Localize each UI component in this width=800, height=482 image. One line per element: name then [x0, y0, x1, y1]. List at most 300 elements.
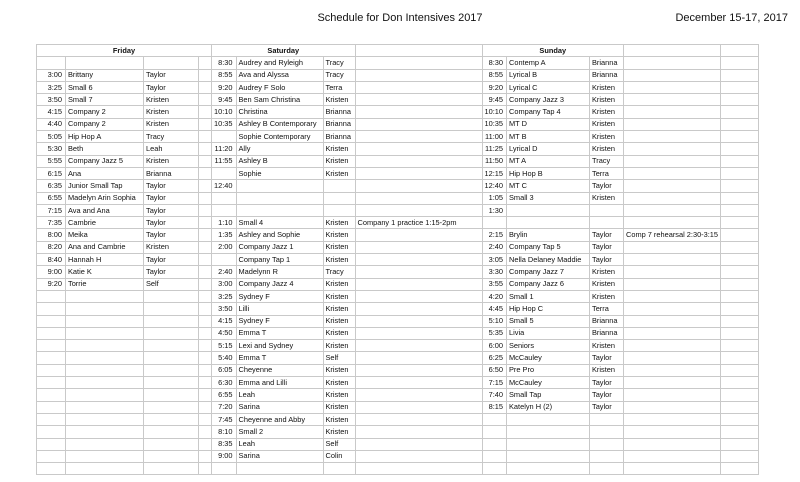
sunday-time: 7:40 [482, 389, 507, 401]
saturday-note [355, 155, 482, 167]
saturday-note [355, 352, 482, 364]
sunday-time: 6:50 [482, 364, 507, 376]
empty-cell [199, 364, 212, 376]
saturday-note [355, 143, 482, 155]
friday-teacher [144, 57, 199, 69]
empty-cell [199, 106, 212, 118]
sunday-class: Small 5 [507, 315, 590, 327]
sunday-class: Contemp A [507, 57, 590, 69]
saturday-time: 10:35 [212, 118, 237, 130]
sunday-teacher: Taylor [590, 229, 624, 241]
friday-time [37, 438, 66, 450]
saturday-note [355, 180, 482, 192]
sunday-class: Hip Hop B [507, 167, 590, 179]
friday-time: 3:00 [37, 69, 66, 81]
sunday-time [482, 450, 507, 462]
day-header-sunday: Sunday [482, 45, 624, 57]
saturday-note: Company 1 practice 1:15-2pm [355, 217, 482, 229]
saturday-note [355, 131, 482, 143]
friday-teacher [144, 401, 199, 413]
sunday-class: Brylin [507, 229, 590, 241]
table-row [37, 290, 759, 302]
empty-cell [721, 413, 759, 425]
empty-cell [721, 57, 759, 69]
saturday-time: 9:00 [212, 450, 237, 462]
saturday-time: 6:05 [212, 364, 237, 376]
friday-teacher: Taylor [144, 204, 199, 216]
table-row [37, 192, 759, 204]
saturday-class: Sydney F [236, 290, 323, 302]
saturday-class: Audrey and Ryleigh [236, 57, 323, 69]
friday-time [37, 401, 66, 413]
sunday-note [624, 254, 721, 266]
sunday-class: Seniors [507, 340, 590, 352]
friday-class: Company 2 [66, 118, 144, 130]
friday-time [37, 303, 66, 315]
empty-cell [199, 241, 212, 253]
saturday-note [355, 192, 482, 204]
empty-cell [721, 155, 759, 167]
saturday-teacher: Kristen [323, 426, 355, 438]
friday-teacher: Brianna [144, 167, 199, 179]
friday-class [66, 426, 144, 438]
sunday-class: Lyrical D [507, 143, 590, 155]
friday-time: 5:55 [37, 155, 66, 167]
friday-teacher [144, 290, 199, 302]
saturday-note [355, 377, 482, 389]
friday-time [37, 352, 66, 364]
friday-teacher: Taylor [144, 217, 199, 229]
sunday-time: 6:25 [482, 352, 507, 364]
sunday-note [624, 217, 721, 229]
saturday-teacher: Tracy [323, 57, 355, 69]
saturday-note [355, 118, 482, 130]
sunday-teacher: Taylor [590, 352, 624, 364]
saturday-class [236, 204, 323, 216]
friday-class [66, 463, 144, 475]
saturday-class [236, 180, 323, 192]
sunday-teacher: Taylor [590, 180, 624, 192]
friday-teacher [144, 352, 199, 364]
empty-cell [721, 278, 759, 290]
table-row [37, 155, 759, 167]
friday-class: Beth [66, 143, 144, 155]
friday-time [37, 340, 66, 352]
friday-class [66, 57, 144, 69]
sunday-class [507, 426, 590, 438]
sunday-note [624, 167, 721, 179]
friday-class [66, 401, 144, 413]
saturday-teacher: Kristen [323, 143, 355, 155]
saturday-teacher: Kristen [323, 413, 355, 425]
friday-teacher [144, 364, 199, 376]
sunday-class [507, 204, 590, 216]
sunday-time: 3:30 [482, 266, 507, 278]
friday-teacher [144, 303, 199, 315]
empty-cell [721, 192, 759, 204]
saturday-time: 4:15 [212, 315, 237, 327]
saturday-teacher: Kristen [323, 315, 355, 327]
empty-cell [199, 340, 212, 352]
empty-cell [199, 254, 212, 266]
sunday-teacher: Brianna [590, 57, 624, 69]
empty-cell [199, 57, 212, 69]
friday-class: Ava and Ana [66, 204, 144, 216]
empty-cell [721, 352, 759, 364]
sunday-note [624, 290, 721, 302]
saturday-teacher: Brianna [323, 131, 355, 143]
friday-teacher [144, 377, 199, 389]
friday-teacher [144, 389, 199, 401]
saturday-teacher: Kristen [323, 377, 355, 389]
saturday-time [212, 204, 237, 216]
saturday-time: 1:10 [212, 217, 237, 229]
saturday-class: Audrey F Solo [236, 81, 323, 93]
empty-cell [199, 450, 212, 462]
friday-time [37, 327, 66, 339]
empty-cell [199, 463, 212, 475]
saturday-class: Cheyenne and Abby [236, 413, 323, 425]
sunday-time: 5:35 [482, 327, 507, 339]
saturday-teacher: Kristen [323, 155, 355, 167]
friday-teacher: Kristen [144, 94, 199, 106]
saturday-teacher [323, 180, 355, 192]
friday-class: Small 7 [66, 94, 144, 106]
empty-cell [721, 241, 759, 253]
sunday-teacher: Kristen [590, 143, 624, 155]
saturday-teacher: Terra [323, 81, 355, 93]
sunday-teacher [590, 413, 624, 425]
sunday-teacher [590, 217, 624, 229]
empty-cell [721, 401, 759, 413]
empty-cell [199, 118, 212, 130]
saturday-teacher: Kristen [323, 364, 355, 376]
sunday-time [482, 217, 507, 229]
sunday-teacher: Brianna [590, 315, 624, 327]
sunday-time: 9:45 [482, 94, 507, 106]
sunday-teacher: Kristen [590, 340, 624, 352]
friday-time [37, 377, 66, 389]
friday-class: Katie K [66, 266, 144, 278]
table-row [37, 303, 759, 315]
table-row [37, 327, 759, 339]
friday-time: 7:15 [37, 204, 66, 216]
saturday-class: Sophie [236, 167, 323, 179]
friday-teacher: Taylor [144, 180, 199, 192]
sunday-time [482, 463, 507, 475]
sunday-teacher: Kristen [590, 118, 624, 130]
friday-teacher [144, 438, 199, 450]
sunday-time: 3:05 [482, 254, 507, 266]
sunday-note: Comp 7 rehearsal 2:30-3:15 [624, 229, 721, 241]
empty-cell [721, 45, 759, 57]
saturday-note [355, 463, 482, 475]
empty-cell [199, 192, 212, 204]
empty-cell [199, 426, 212, 438]
sunday-time: 4:20 [482, 290, 507, 302]
saturday-class: Company Jazz 4 [236, 278, 323, 290]
table-row [37, 180, 759, 192]
table-row [37, 463, 759, 475]
table-row [37, 438, 759, 450]
saturday-teacher: Brianna [323, 118, 355, 130]
table-row [37, 94, 759, 106]
sunday-time: 1:05 [482, 192, 507, 204]
saturday-time [212, 463, 237, 475]
sunday-time: 11:25 [482, 143, 507, 155]
empty-cell [199, 438, 212, 450]
friday-time: 5:05 [37, 131, 66, 143]
saturday-note [355, 69, 482, 81]
sunday-note [624, 155, 721, 167]
day-header-friday: Friday [37, 45, 212, 57]
empty-cell [721, 143, 759, 155]
saturday-time [212, 192, 237, 204]
empty-cell [199, 352, 212, 364]
friday-class: Hip Hop A [66, 131, 144, 143]
saturday-teacher: Kristen [323, 290, 355, 302]
empty-cell [721, 254, 759, 266]
empty-cell [199, 69, 212, 81]
saturday-teacher: Kristen [323, 401, 355, 413]
sunday-note [624, 450, 721, 462]
empty-cell [721, 389, 759, 401]
sunday-note [624, 81, 721, 93]
saturday-note [355, 389, 482, 401]
sunday-time [482, 413, 507, 425]
empty-cell [199, 389, 212, 401]
sunday-time: 8:55 [482, 69, 507, 81]
friday-time: 9:20 [37, 278, 66, 290]
friday-class [66, 327, 144, 339]
friday-time: 8:20 [37, 241, 66, 253]
saturday-note [355, 413, 482, 425]
sunday-teacher: Brianna [590, 327, 624, 339]
friday-time: 4:40 [37, 118, 66, 130]
sunday-class: Lyrical C [507, 81, 590, 93]
table-row [37, 167, 759, 179]
table-row [37, 413, 759, 425]
saturday-note [355, 241, 482, 253]
sunday-time: 12:15 [482, 167, 507, 179]
saturday-time: 9:20 [212, 81, 237, 93]
sunday-class: Small Tap [507, 389, 590, 401]
friday-teacher [144, 426, 199, 438]
saturday-time [212, 167, 237, 179]
saturday-class: Ashley B [236, 155, 323, 167]
friday-time: 7:35 [37, 217, 66, 229]
saturday-note [355, 303, 482, 315]
friday-class: Junior Small Tap [66, 180, 144, 192]
table-row [37, 254, 759, 266]
saturday-class: Emma T [236, 327, 323, 339]
empty-cell [721, 204, 759, 216]
friday-class [66, 364, 144, 376]
sunday-class: Hip Hop C [507, 303, 590, 315]
table-row [37, 118, 759, 130]
saturday-time: 3:25 [212, 290, 237, 302]
friday-teacher [144, 413, 199, 425]
sunday-class: Company Jazz 3 [507, 94, 590, 106]
table-row [37, 278, 759, 290]
table-row [37, 217, 759, 229]
sunday-class: Pre Pro [507, 364, 590, 376]
saturday-time: 6:30 [212, 377, 237, 389]
saturday-time: 4:50 [212, 327, 237, 339]
empty-cell [199, 401, 212, 413]
saturday-class: Madelynn R [236, 266, 323, 278]
table-row [37, 143, 759, 155]
friday-time: 6:35 [37, 180, 66, 192]
friday-teacher: Taylor [144, 266, 199, 278]
friday-time [37, 57, 66, 69]
table-row [37, 450, 759, 462]
saturday-note [355, 106, 482, 118]
saturday-class: Leah [236, 389, 323, 401]
empty-cell [199, 327, 212, 339]
sunday-teacher: Taylor [590, 254, 624, 266]
table-row [37, 81, 759, 93]
sunday-time: 2:15 [482, 229, 507, 241]
sunday-note [624, 131, 721, 143]
schedule-table [36, 44, 759, 475]
empty-cell [721, 106, 759, 118]
friday-class: Ana [66, 167, 144, 179]
saturday-note [355, 204, 482, 216]
friday-class: Ana and Cambrie [66, 241, 144, 253]
sunday-time [482, 438, 507, 450]
saturday-teacher: Colin [323, 450, 355, 462]
friday-class [66, 340, 144, 352]
sunday-note [624, 143, 721, 155]
saturday-teacher: Self [323, 438, 355, 450]
sunday-class: Livia [507, 327, 590, 339]
saturday-class: Leah [236, 438, 323, 450]
friday-time: 4:15 [37, 106, 66, 118]
friday-time [37, 463, 66, 475]
saturday-class: Sydney F [236, 315, 323, 327]
friday-teacher [144, 315, 199, 327]
friday-class [66, 303, 144, 315]
sunday-teacher: Taylor [590, 401, 624, 413]
saturday-time: 8:10 [212, 426, 237, 438]
saturday-teacher: Self [323, 352, 355, 364]
sunday-note [624, 106, 721, 118]
friday-teacher: Self [144, 278, 199, 290]
saturday-note [355, 254, 482, 266]
friday-time: 5:30 [37, 143, 66, 155]
friday-teacher [144, 340, 199, 352]
table-row [37, 266, 759, 278]
saturday-note [355, 94, 482, 106]
sunday-teacher: Kristen [590, 192, 624, 204]
friday-teacher [144, 327, 199, 339]
table-row [37, 131, 759, 143]
sunday-teacher: Kristen [590, 81, 624, 93]
friday-teacher: Tracy [144, 131, 199, 143]
sunday-note [624, 303, 721, 315]
saturday-time: 12:40 [212, 180, 237, 192]
sunday-teacher: Kristen [590, 278, 624, 290]
saturday-time [212, 131, 237, 143]
empty-cell [721, 290, 759, 302]
empty-cell [199, 180, 212, 192]
sunday-teacher [590, 463, 624, 475]
saturday-class [236, 463, 323, 475]
empty-cell [199, 143, 212, 155]
saturday-note [355, 401, 482, 413]
saturday-note [355, 315, 482, 327]
sunday-note [624, 413, 721, 425]
sunday-teacher: Terra [590, 303, 624, 315]
empty-cell [721, 180, 759, 192]
empty-cell [721, 217, 759, 229]
empty-cell [721, 131, 759, 143]
saturday-teacher: Tracy [323, 266, 355, 278]
empty-cell [721, 81, 759, 93]
table-row [37, 364, 759, 376]
schedule-date: December 15-17, 2017 [675, 12, 788, 24]
saturday-note [355, 426, 482, 438]
sunday-teacher: Brianna [590, 69, 624, 81]
empty-cell [199, 155, 212, 167]
empty-cell [721, 377, 759, 389]
saturday-class: Ashley and Sophie [236, 229, 323, 241]
friday-class: Torrie [66, 278, 144, 290]
saturday-time: 5:40 [212, 352, 237, 364]
empty-cell [721, 438, 759, 450]
sunday-note [624, 463, 721, 475]
sunday-note [624, 377, 721, 389]
sunday-class: Katelyn H (2) [507, 401, 590, 413]
saturday-teacher [323, 463, 355, 475]
sunday-time: 3:55 [482, 278, 507, 290]
saturday-class: Ava and Alyssa [236, 69, 323, 81]
friday-class [66, 290, 144, 302]
sunday-class: Company Jazz 6 [507, 278, 590, 290]
empty-cell [721, 167, 759, 179]
friday-teacher: Kristen [144, 118, 199, 130]
sunday-note [624, 204, 721, 216]
sunday-class [507, 217, 590, 229]
sunday-note [624, 340, 721, 352]
saturday-note [355, 290, 482, 302]
sunday-time: 5:10 [482, 315, 507, 327]
sunday-note [624, 327, 721, 339]
sunday-note [624, 278, 721, 290]
sunday-note [624, 94, 721, 106]
saturday-time: 8:35 [212, 438, 237, 450]
saturday-teacher: Tracy [323, 69, 355, 81]
table-row [37, 315, 759, 327]
saturday-time: 9:45 [212, 94, 237, 106]
sunday-class: MT D [507, 118, 590, 130]
sunday-note [624, 57, 721, 69]
sunday-class [507, 450, 590, 462]
sunday-teacher: Kristen [590, 364, 624, 376]
saturday-note [355, 364, 482, 376]
saturday-class: Small 4 [236, 217, 323, 229]
friday-teacher: Kristen [144, 106, 199, 118]
saturday-teacher: Kristen [323, 167, 355, 179]
sunday-teacher [590, 450, 624, 462]
friday-time [37, 426, 66, 438]
empty-cell [199, 303, 212, 315]
sunday-class: Lyrical B [507, 69, 590, 81]
saturday-class: Emma and Lilli [236, 377, 323, 389]
sunday-class: MT A [507, 155, 590, 167]
sunday-class: McCauley [507, 377, 590, 389]
